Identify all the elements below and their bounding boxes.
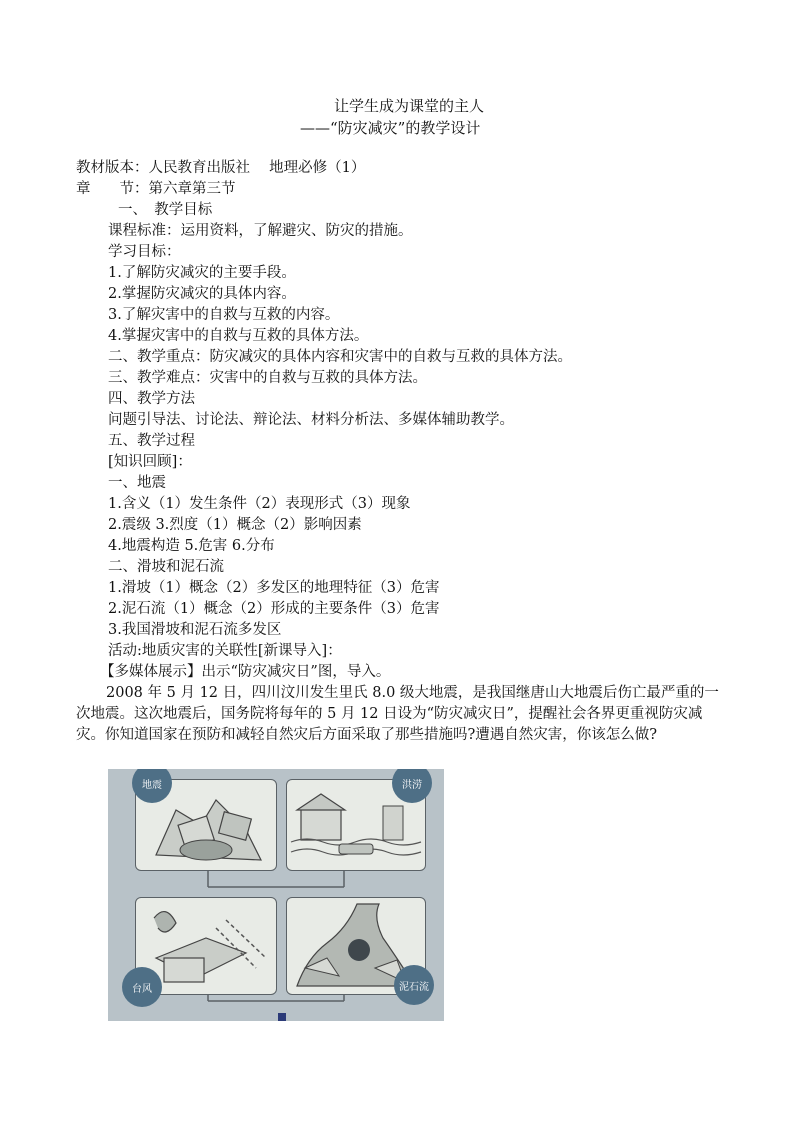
label-typhoon: 台风 bbox=[122, 967, 162, 1007]
text-line: 2.震级 3.烈度（1）概念（2）影响因素 bbox=[108, 517, 362, 533]
label-earthquake: 地震 bbox=[132, 769, 172, 803]
label-flood: 洪涝 bbox=[392, 769, 432, 803]
text-line: 3.了解灾害中的自救与互救的内容。 bbox=[108, 307, 340, 323]
page-subtitle: ——“防灾减灾”的教学设计 bbox=[300, 119, 481, 137]
text-line: 五、教学过程 bbox=[108, 433, 195, 449]
page-title: 让学生成为课堂的主人 bbox=[333, 97, 484, 115]
intro-paragraph: 2008 年 5 月 12 日，四川汶川发生里氏 8.0 级大地震，是我国继唐山大地震后伤亡最严重的一次地震。这次地震后，国务院将每年的 5 月 12 日设为“防灾减灾日”，提醒社会各界更重视防灾减灾。你知道国家在预防和减轻自然灾后方面采取了那些措施吗?遭遇自然灾害，你该怎么做? bbox=[76, 685, 719, 743]
text-line: 二、教学重点：防灾减灾的具体内容和灾害中的自救与互救的具体方法。 bbox=[108, 349, 572, 365]
info-edition: 教材版本：人民教育出版社 地理必修（1） bbox=[76, 160, 366, 176]
text-line: 2.掌握防灾减灾的具体内容。 bbox=[108, 286, 296, 302]
text-line: 4.掌握灾害中的自救与互救的具体方法。 bbox=[108, 328, 369, 344]
disaster-figure bbox=[108, 769, 444, 1021]
text-line: 课程标准：运用资料，了解避灾、防灾的措施。 bbox=[108, 223, 413, 239]
text-line: 活动:地质灾害的关联性[新课导入]： bbox=[108, 643, 342, 659]
info-chapter: 章 节：第六章第三节 bbox=[76, 181, 236, 197]
text-line: 1.含义（1）发生条件（2）表现形式（3）现象 bbox=[108, 496, 411, 512]
text-line: 1.滑坡（1）概念（2）多发区的地理特征（3）危害 bbox=[108, 580, 440, 596]
text-line: [知识回顾]： bbox=[108, 454, 192, 470]
text-line: 1.了解防灾减灾的主要手段。 bbox=[108, 265, 296, 281]
text-line: 四、教学方法 bbox=[108, 391, 195, 407]
text-line: 3.我国滑坡和泥石流多发区 bbox=[108, 622, 282, 638]
section-objectives: 一、 教学目标 bbox=[118, 202, 213, 218]
text-line: 问题引导法、讨论法、辩论法、材料分析法、多媒体辅助教学。 bbox=[108, 412, 514, 428]
text-line: 一、地震 bbox=[108, 475, 166, 491]
text-line: 4.地震构造 5.危害 6.分布 bbox=[108, 538, 275, 554]
text-line: 2.泥石流（1）概念（2）形成的主要条件（3）危害 bbox=[108, 601, 440, 617]
text-line: 学习目标： bbox=[108, 244, 181, 260]
text-line: 【多媒体展示】出示“防灾减灾日”图，导入。 bbox=[100, 664, 391, 680]
label-debris-flow: 泥石流 bbox=[394, 965, 434, 1005]
text-line: 二、滑坡和泥石流 bbox=[108, 559, 224, 575]
text-line: 三、教学难点：灾害中的自救与互救的具体方法。 bbox=[108, 370, 427, 386]
